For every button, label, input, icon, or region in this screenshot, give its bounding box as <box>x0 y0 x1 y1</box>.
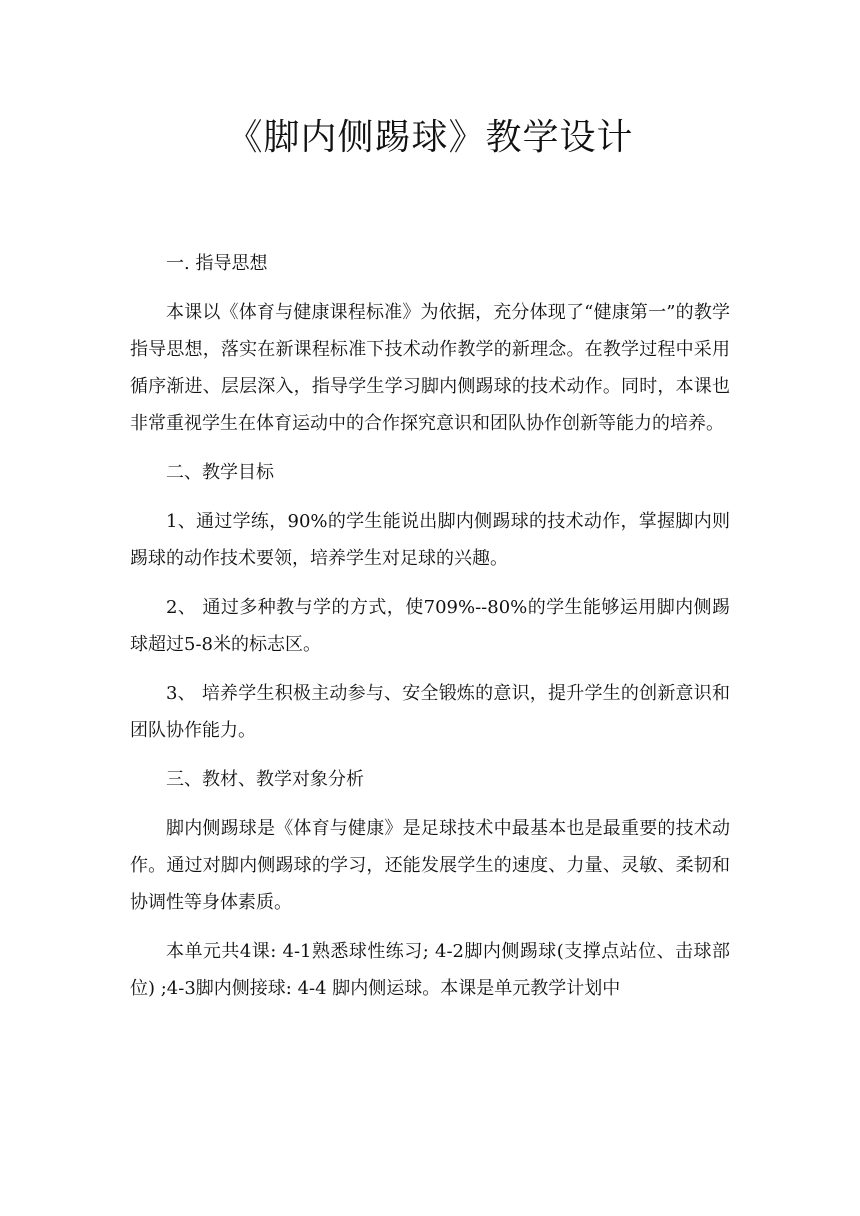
objective-item-1: 1、通过学练，90%的学生能说出脚内侧踢球的技术动作，掌握脚内则踢球的动作技术要领，培养学生对足球的兴趣。 <box>130 511 730 569</box>
document-body <box>130 245 730 1019</box>
document-title: 《脚内侧踢球》教学设计 <box>226 117 634 158</box>
paragraph-guiding-ideology: 本课以《体育与健康课程标准》为依据，充分体现了“健康第一”的教学指导思想，落实在新课程标准下技术动作教学的新理念。在教学过程中采用循序渐进、层层深入，指导学生学习脚内侧踢球的技术动作。同时，本课也非常重视学生在体育运动中的合作探究意识和团队协作创新等能力的培养。 <box>130 302 730 434</box>
objective-item-3: 3、 培养学生积极主动参与、安全锻炼的意识，提升学生的创新意识和团队协作能力。 <box>130 683 730 741</box>
section-heading-teaching-objectives: 二、教学目标 <box>166 462 274 483</box>
section-heading-guiding-ideology: 一. 指导思想 <box>166 253 268 274</box>
section-heading-material-analysis: 三、教材、教学对象分析 <box>166 769 364 790</box>
objective-item-2: 2、 通过多种教与学的方式，使709%--80%的学生能够运用脚内侧踢球超过5-8米的标志区。 <box>130 597 730 655</box>
paragraph-material-analysis: 脚内侧踢球是《体育与健康》是足球技术中最基本也是最重要的技术动作。通过对脚内侧踢球的学习，还能发展学生的速度、力量、灵敏、柔韧和协调性等身体素质。 <box>130 818 730 913</box>
paragraph-unit-plan: 本单元共4课: 4-1熟悉球性练习; 4-2脚内侧踢球(支撑点站位、击球部位) ;4-3脚内侧接球: 4-4 脚内侧运球。本课是单元教学计划中 <box>130 941 730 999</box>
